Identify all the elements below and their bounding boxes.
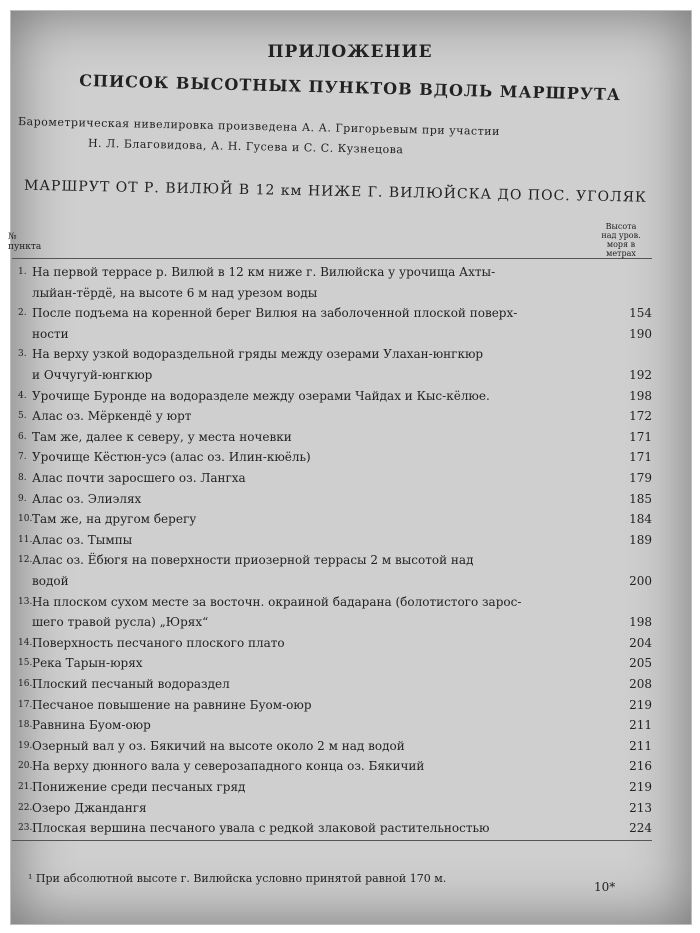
row-description: и Оччугуй-юнгкюр xyxy=(32,368,153,382)
row-number: 17. xyxy=(18,699,33,710)
row-height-value: 211 xyxy=(629,738,652,753)
row-description: Озерный вал у оз. Бякичий на высоте около 2 м над водой xyxy=(32,738,405,753)
footnote: ¹ При абсолютной высоте г. Вилюйска условно принятой равной 170 м. xyxy=(28,872,447,885)
row-height-value: 179 xyxy=(629,471,652,485)
row-description: шего травой русла) „Юрях“ xyxy=(32,615,209,630)
row-height-value: 185 xyxy=(629,491,652,506)
survey-note-line-2: Н. Л. Благовидова, А. Н. Гусева и С. С. Кузнецова xyxy=(87,136,404,157)
row-description: Там же, на другом берегу xyxy=(32,512,197,527)
row-number: 4. xyxy=(18,390,27,401)
row-height-value: 171 xyxy=(629,450,652,465)
row-height-value: 192 xyxy=(629,368,652,382)
survey-note-line-1: Барометрическая нивелировка произведена А. А. Григорьевым при участии xyxy=(17,114,501,139)
row-description: Алас почти заросшего оз. Лангха xyxy=(32,471,246,485)
row-description: На плоском сухом месте за восточн. окраиной бадарана (болотистого зарос- xyxy=(32,594,522,609)
row-description: Понижение среди песчаных гряд xyxy=(32,780,246,794)
row-height-value: 219 xyxy=(629,780,652,794)
row-number: 5. xyxy=(18,411,27,422)
row-number: 13. xyxy=(18,596,33,607)
row-description: На верху дюнного вала у северозападного конца оз. Бякичий xyxy=(32,759,425,774)
row-height-value: 200 xyxy=(629,574,652,588)
row-number: 1. xyxy=(18,267,27,277)
row-height-value: 198 xyxy=(629,388,652,403)
row-description: Река Тарын-юрях xyxy=(32,656,143,671)
row-description: Озеро Джандангя xyxy=(32,800,147,815)
row-description: Алас оз. Мёркендё у юрт xyxy=(32,409,192,424)
row-description: Плоский песчаный водораздел xyxy=(32,677,230,691)
column-header-height xyxy=(590,222,652,258)
row-number: 23. xyxy=(18,823,33,834)
row-number: 22. xyxy=(18,802,33,813)
row-height-value: 216 xyxy=(629,759,652,774)
row-description: Алас оз. Тымпы xyxy=(32,532,133,547)
row-height-value: 211 xyxy=(629,718,652,733)
column-header-height-line: метрах xyxy=(606,249,636,258)
row-number: 21. xyxy=(18,782,33,792)
row-height-value: 198 xyxy=(629,615,652,630)
row-height-value: 224 xyxy=(629,821,652,836)
row-number: 10. xyxy=(18,514,33,525)
table-bottom-rule xyxy=(12,840,652,841)
page-title: ПРИЛОЖЕНИЕ xyxy=(267,42,433,62)
column-header-number-line: № xyxy=(8,232,17,242)
row-height-value: 208 xyxy=(629,677,652,691)
row-number: 12. xyxy=(18,555,33,566)
column-header-height-line: над уров. xyxy=(601,231,641,240)
row-description: На верху узкой водораздельной гряды между озерами Улахан-юнгкюр xyxy=(32,347,484,362)
row-height-value: 172 xyxy=(629,409,652,424)
row-height-value: 171 xyxy=(629,429,652,444)
row-number: 6. xyxy=(18,431,27,442)
row-description: Там же, далее к северу, у места ночевки xyxy=(32,429,292,444)
row-height-value: 154 xyxy=(629,306,652,321)
row-height-value: 184 xyxy=(629,512,652,527)
row-number: 11. xyxy=(18,534,33,545)
page-number: 10* xyxy=(594,880,616,894)
row-number: 18. xyxy=(18,720,33,731)
row-number: 9. xyxy=(18,493,27,504)
row-number: 16. xyxy=(18,679,33,689)
table-top-rule xyxy=(12,258,652,259)
row-height-value: 213 xyxy=(629,800,652,815)
column-header-height-line: Высота xyxy=(605,222,637,231)
row-height-value: 219 xyxy=(629,697,652,712)
row-height-value: 204 xyxy=(629,635,652,650)
row-number: 15. xyxy=(18,658,33,669)
row-description: Поверхность песчаного плоского плато xyxy=(32,635,285,650)
route-title: МАРШРУТ ОТ Р. ВИЛЮЙ В 12 км НИЖЕ Г. ВИЛЮЙСКА ДО ПОС. УГОЛЯК xyxy=(23,177,647,206)
row-number: 2. xyxy=(18,308,27,319)
column-header-number xyxy=(8,232,41,252)
column-header-number-line: пункта xyxy=(8,242,42,252)
row-description: Равнина Буом-оюр xyxy=(32,718,151,733)
column-header-height-line: моря в xyxy=(606,240,636,249)
row-number: 8. xyxy=(18,473,27,483)
row-description: Урочище Кёстюн-усэ (алас оз. Илин-кюёль) xyxy=(32,450,311,465)
row-description: На первой террасе р. Вилюй в 12 км ниже г. Вилюйска у урочища Ахты- xyxy=(32,265,496,279)
row-height-value: 205 xyxy=(629,656,652,671)
row-height-value: 189 xyxy=(629,532,652,547)
row-number: 14. xyxy=(18,637,33,648)
row-number: 3. xyxy=(18,349,27,360)
row-description: Алас оз. Ёбюгя на поверхности приозерной террасы 2 м высотой над xyxy=(32,553,474,568)
row-description: лыйан-тёрдё, на высоте 6 м над урезом воды xyxy=(32,285,318,300)
row-description: Урочище Буронде на водоразделе между озерами Чайдах и Кыс-кёлюе. xyxy=(32,388,490,403)
row-number: 7. xyxy=(18,452,27,463)
row-height-value: 190 xyxy=(629,326,652,341)
row-description: После подъема на коренной берег Вилюя на заболоченной плоской поверх- xyxy=(32,306,518,321)
row-description: Песчаное повышение на равнине Буом-оюр xyxy=(32,697,312,712)
row-number: 20. xyxy=(18,761,33,772)
row-description: водой xyxy=(32,574,69,588)
list-title: СПИСОК ВЫСОТНЫХ ПУНКТОВ ВДОЛЬ МАРШРУТА xyxy=(78,70,622,105)
row-description: Плоская вершина песчаного увала с редкой злаковой растительностью xyxy=(32,821,490,836)
row-number: 19. xyxy=(18,740,33,751)
row-description: ности xyxy=(32,326,69,341)
row-description: Алас оз. Элиэлях xyxy=(32,491,142,506)
